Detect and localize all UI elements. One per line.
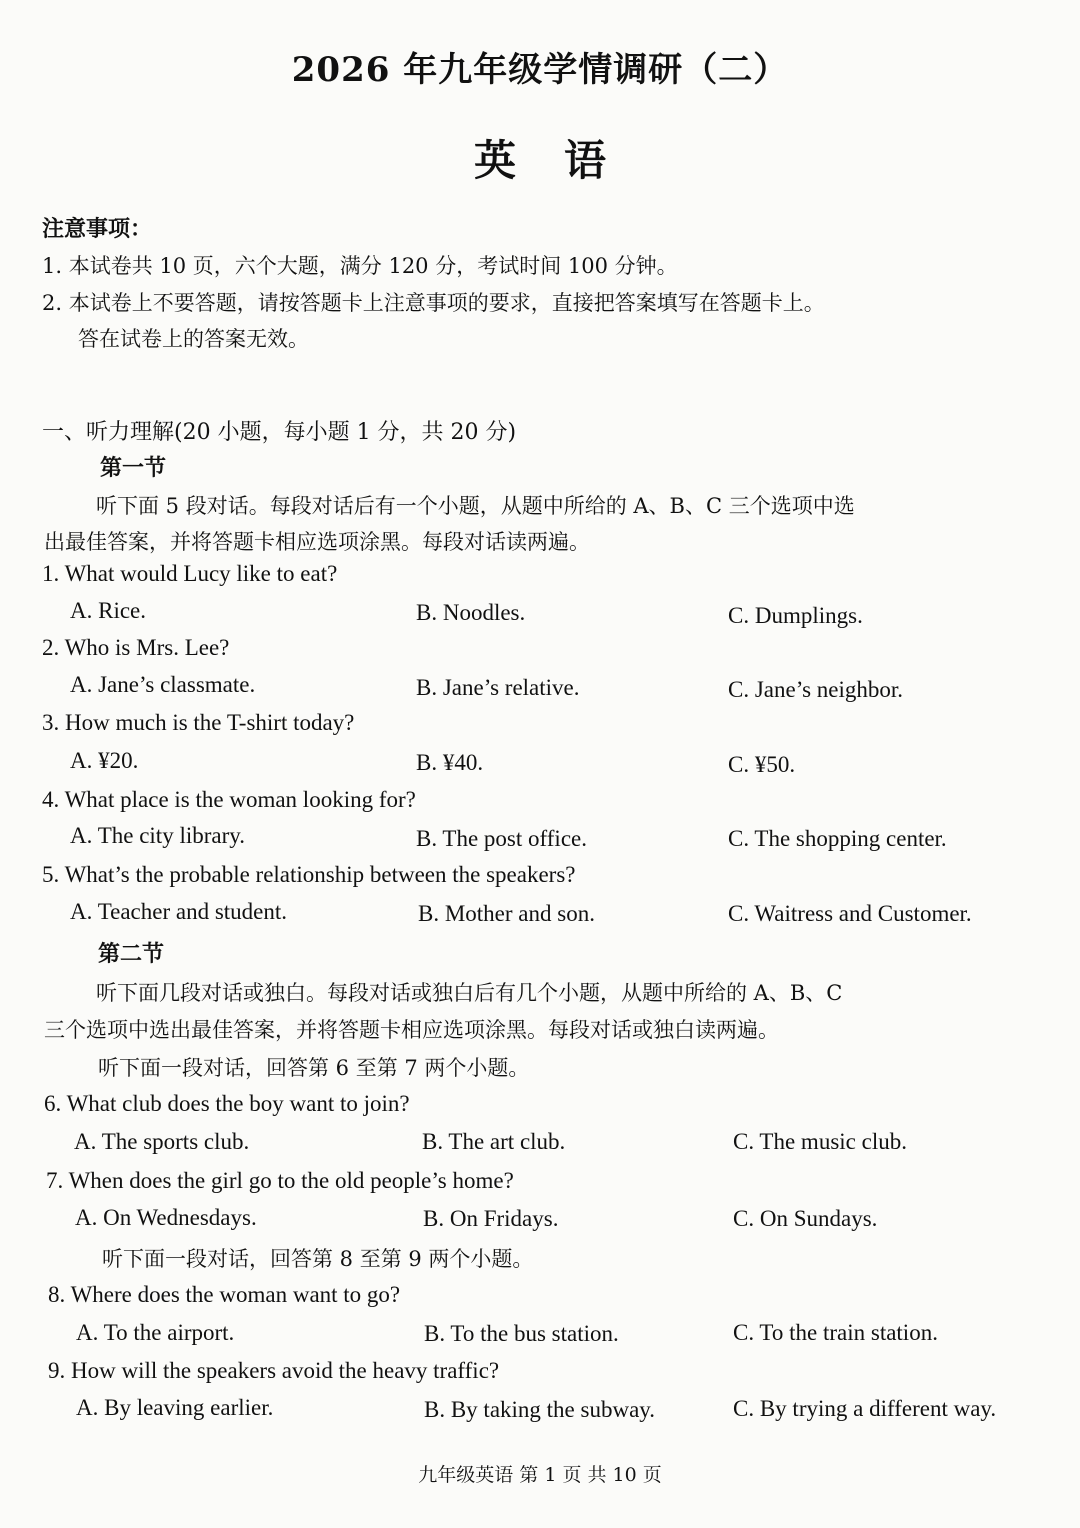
q3-option-a: A. ¥20. (70, 748, 139, 773)
q6-option-c: C. The music club. (733, 1129, 907, 1154)
question-2: 2. Who is Mrs. Lee? (42, 635, 230, 660)
part1-instruction: 听下面 5 段对话。每段对话后有一个小题，从题中所给的 A、B、C 三个选项中选 (96, 494, 855, 518)
q9-option-a: A. By leaving earlier. (76, 1395, 274, 1420)
q3-option-c: C. ¥50. (728, 752, 796, 777)
part1-heading: 第一节 (100, 455, 167, 481)
q5-option-c: C. Waitress and Customer. (728, 901, 972, 926)
q2-option-c: C. Jane’s neighbor. (728, 677, 904, 702)
exam-title: 2026 年九年级学情调研（二） (291, 50, 789, 90)
part2-instruction-cont: 三个选项中选出最佳答案，并将答题卡相应选项涂黑。每段对话或独白读两遍。 (44, 1018, 779, 1042)
q2-option-a: A. Jane’s classmate. (70, 672, 256, 697)
notice-item-1: 1. 本试卷共 10 页，六个大题，满分 120 分，考试时间 100 分钟。 (42, 254, 678, 278)
section-heading: 一、听力理解(20 小题，每小题 1 分，共 20 分) (42, 420, 517, 445)
notice-heading: 注意事项： (42, 216, 153, 242)
part1-instruction-cont: 出最佳答案，并将答题卡相应选项涂黑。每段对话读两遍。 (44, 530, 590, 554)
q4-option-b: B. The post office. (416, 826, 587, 851)
notice-item-2: 2. 本试卷上不要答题，请按答题卡上注意事项的要求，直接把答案填写在答题卡上。 (42, 291, 825, 315)
dialog-note-8-9: 听下面一段对话，回答第 8 至第 9 两个小题。 (102, 1247, 534, 1271)
q1-option-b: B. Noodles. (416, 600, 526, 625)
q4-option-a: A. The city library. (70, 823, 246, 848)
q9-option-b: B. By taking the subway. (424, 1397, 656, 1422)
dialog-note-6-7: 听下面一段对话，回答第 6 至第 7 两个小题。 (98, 1056, 530, 1080)
question-4: 4. What place is the woman looking for? (42, 787, 416, 812)
question-7: 7. When does the girl go to the old people’s home? (46, 1168, 514, 1193)
page-footer: 九年级英语 第 1 页 共 10 页 (418, 1464, 662, 1486)
question-8: 8. Where does the woman want to go? (48, 1282, 401, 1307)
q3-option-b: B. ¥40. (416, 750, 484, 775)
q5-option-a: A. Teacher and student. (70, 899, 288, 924)
q1-option-c: C. Dumplings. (728, 603, 863, 628)
question-6: 6. What club does the boy want to join? (44, 1091, 410, 1116)
q8-option-a: A. To the airport. (76, 1320, 235, 1345)
q6-option-b: B. The art club. (422, 1129, 566, 1154)
part2-instruction: 听下面几段对话或独白。每段对话或独白后有几个小题，从题中所给的 A、B、C (96, 981, 843, 1005)
q7-option-b: B. On Fridays. (423, 1206, 559, 1231)
question-3: 3. How much is the T-shirt today? (42, 710, 355, 735)
question-1: 1. What would Lucy like to eat? (42, 561, 338, 586)
question-5: 5. What’s the probable relationship between the speakers? (42, 862, 576, 887)
q7-option-c: C. On Sundays. (733, 1206, 878, 1231)
part2-heading: 第二节 (98, 941, 165, 967)
notice-item-2-cont: 答在试卷上的答案无效。 (78, 327, 309, 351)
q8-option-c: C. To the train station. (733, 1320, 938, 1345)
q1-option-a: A. Rice. (70, 598, 147, 623)
q5-option-b: B. Mother and son. (418, 901, 595, 926)
q2-option-b: B. Jane’s relative. (416, 675, 580, 700)
q4-option-c: C. The shopping center. (728, 826, 947, 851)
q8-option-b: B. To the bus station. (424, 1321, 619, 1346)
question-9: 9. How will the speakers avoid the heavy traffic? (48, 1358, 500, 1383)
subject-title: 英语 (473, 136, 654, 185)
q9-option-c: C. By trying a different way. (733, 1396, 997, 1421)
q6-option-a: A. The sports club. (74, 1129, 250, 1154)
q7-option-a: A. On Wednesdays. (75, 1205, 257, 1230)
